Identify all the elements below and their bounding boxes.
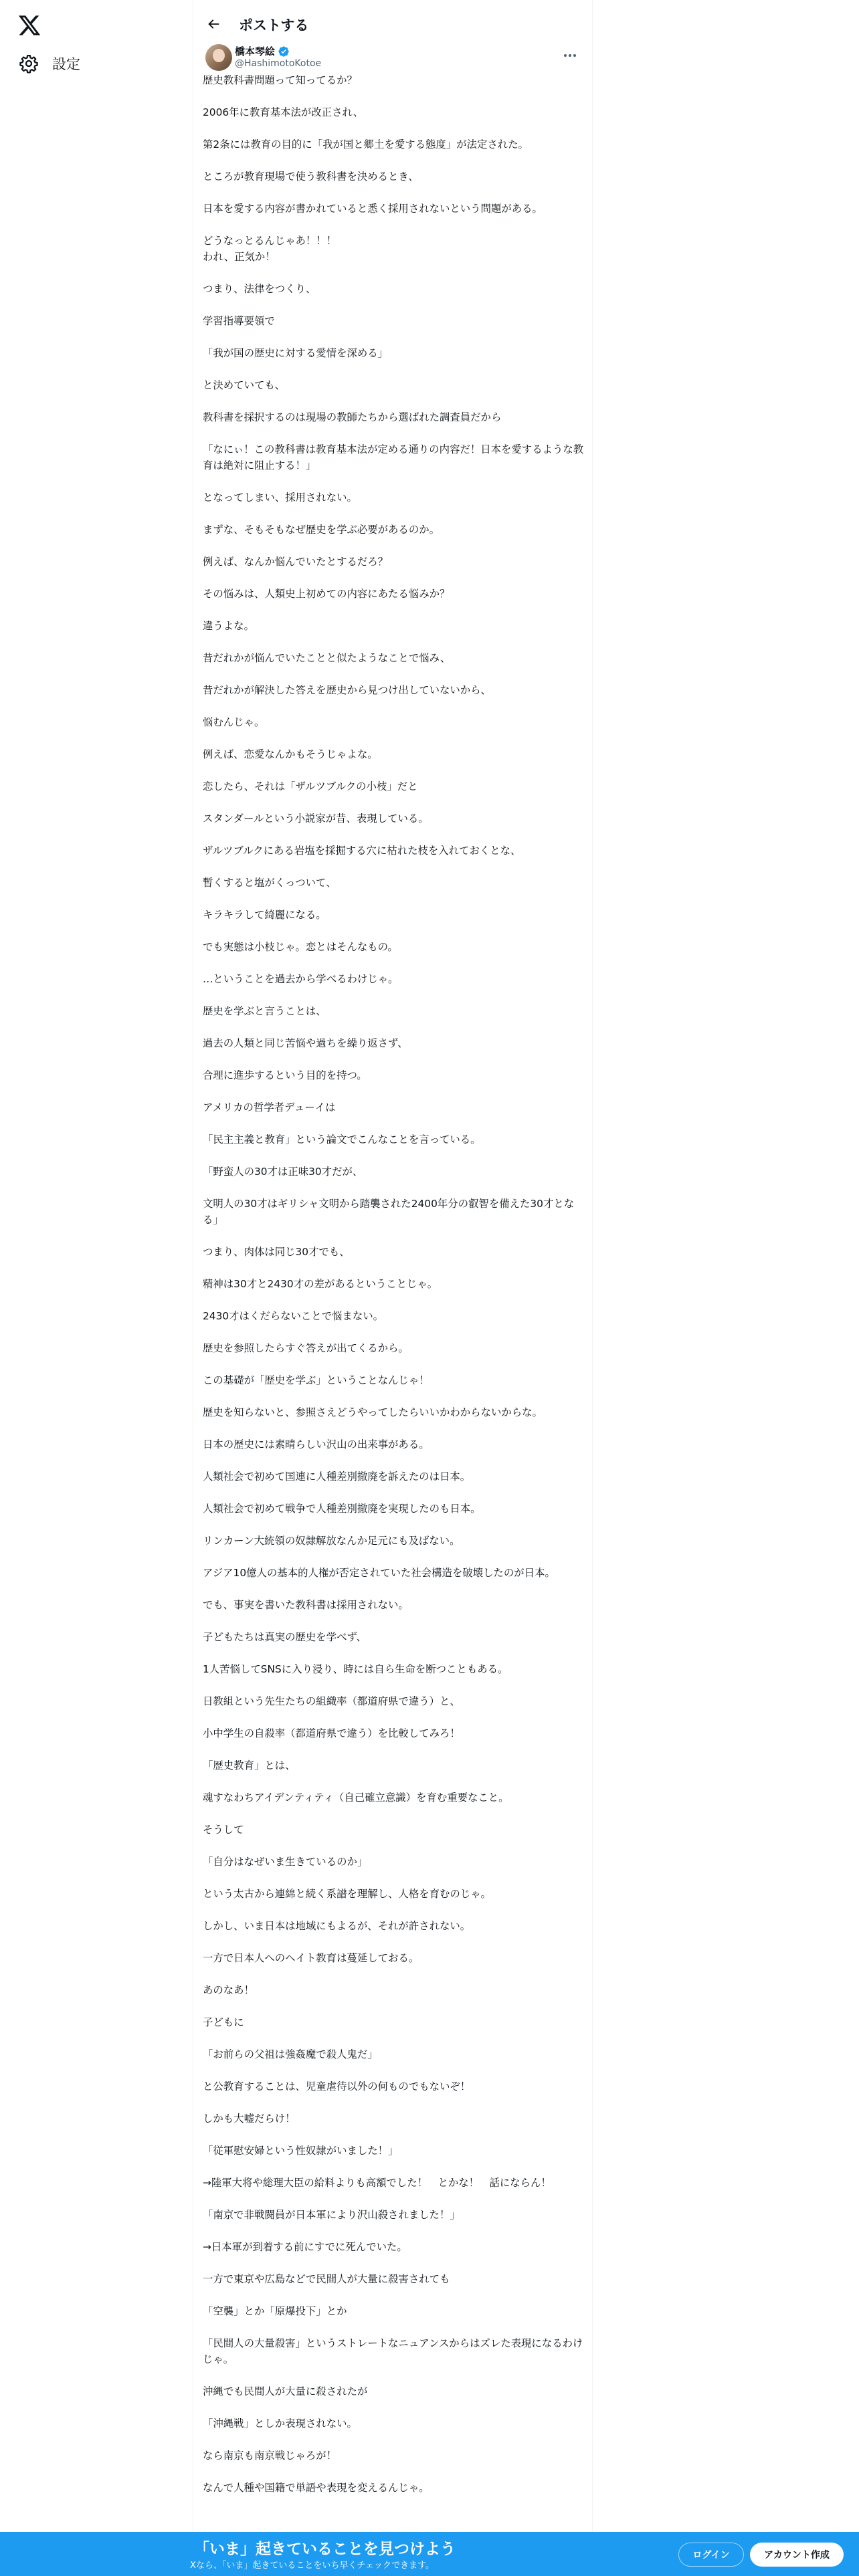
- post-paragraph: つまり、法律をつくり、: [203, 283, 316, 295]
- post-paragraph: 歴史を知らないと、参照さえどうやってしたらいいかわからないからな。: [203, 1406, 543, 1418]
- post-paragraph: →日本軍が到着する前にすでに死んでいた。: [203, 2241, 407, 2253]
- post-paragraph: 「自分はなぜいま生きているのか」: [203, 1856, 368, 1868]
- post-paragraph: スタンダールという小説家が昔、表現している。: [203, 813, 429, 825]
- post-paragraph: 例えば、なんか悩んでいたとするだろ？: [203, 556, 389, 568]
- post-paragraph: …ということを過去から学べるわけじゃ。: [203, 973, 399, 985]
- post-paragraph: 小中学生の自殺率（都道府県で違う）を比較してみろ！: [203, 1727, 460, 1739]
- post-paragraph: どうなっとるんじゃあ！！！ われ、正気か！: [203, 235, 337, 263]
- post-paragraph: 暫くすると塩がくっついて、: [203, 877, 337, 889]
- author-name[interactable]: 橋本琴絵: [235, 45, 276, 58]
- signup-button[interactable]: アカウント作成: [750, 2543, 844, 2567]
- banner-title: 「いま」起きていることを見つけよう: [194, 2541, 456, 2558]
- post-paragraph: 「民間人の大量殺害」というストレートなニュアンスからはズレた表現になるわけじゃ。: [203, 2337, 583, 2365]
- post-paragraph: ザルツブルクにある岩塩を採掘する穴に枯れた枝を入れておくとな、: [203, 845, 521, 857]
- post-paragraph: でも実態は小枝じゃ。恋とはそんなもの。: [203, 941, 398, 953]
- post-paragraph: しかも大嘘だらけ！: [203, 2113, 296, 2125]
- banner-subtitle: Xなら、「いま」起きていることをいち早くチェックできます。: [190, 2561, 434, 2571]
- post-paragraph: 2006年に教育基本法が改正され、: [203, 106, 364, 118]
- login-button[interactable]: ログイン: [678, 2543, 744, 2567]
- signup-banner: [0, 2532, 859, 2576]
- post-paragraph: この基礎が「歴史を学ぶ」ということなんじゃ！: [203, 1374, 430, 1386]
- post-paragraph: 文明人の30才はギリシャ文明から踏襲された2400年分の叡智を備えた30才となる」: [203, 1198, 575, 1226]
- post-paragraph: 沖縄でも民間人が大量に殺されたが: [203, 2385, 368, 2397]
- post-paragraph: なんで人種や国籍で単語や表現を変えるんじゃ。: [203, 2482, 430, 2494]
- post-author: [193, 40, 592, 72]
- more-options-icon[interactable]: [559, 44, 581, 67]
- post-paragraph: あのなあ！: [203, 1984, 254, 1996]
- main-column: [193, 0, 593, 2576]
- verified-badge-icon: [278, 45, 290, 58]
- post-paragraph: 一方で日本人へのヘイト教育は蔓延しておる。: [203, 1952, 419, 1964]
- post-paragraph: ところが教育現場で使う教科書を決めるとき、: [203, 171, 419, 183]
- post-paragraph: アメリカの哲学者デューイは: [203, 1101, 336, 1113]
- post-paragraph: つまり、肉体は同じ30才でも、: [203, 1246, 350, 1258]
- post-paragraph: 日本を愛する内容が書かれていると悉く採用されないという問題がある。: [203, 203, 543, 215]
- post-paragraph: 「野蛮人の30才は正味30才だが、: [203, 1166, 363, 1178]
- post-paragraph: 日本の歴史には素晴らしい沢山の出来事がある。: [203, 1438, 430, 1451]
- post-paragraph: →陸軍大将や総理大臣の給料よりも高額でした！ とかな！ 話にならん！: [203, 2177, 551, 2189]
- post-paragraph: 昔だれかが解決した答えを歴史から見つけ出していないから、: [203, 684, 491, 696]
- post-paragraph: 第2条には教育の目的に「我が国と郷土を愛する態度」が法定された。: [203, 138, 529, 150]
- post-paragraph: その悩みは、人類史上初めての内容にあたる悩みか？: [203, 588, 450, 600]
- author-name-row: [235, 44, 290, 58]
- post-paragraph: しかし、いま日本は地域にもよるが、それが許されない。: [203, 1920, 471, 1932]
- post-paragraph: 歴史教科書問題って知ってるか？: [203, 74, 357, 86]
- post-paragraph: 合理に進歩するという目的を持つ。: [203, 1069, 367, 1081]
- post-paragraph: 違うよな。: [203, 620, 254, 632]
- post-paragraph: 「歴史教育」とは、: [203, 1759, 296, 1772]
- post-paragraph: 「民主主義と教育」という論文でこんなことを言っている。: [203, 1134, 481, 1146]
- gear-icon: [19, 53, 39, 74]
- post-paragraph: 歴史を参照したらすぐ答えが出てくるから。: [203, 1342, 409, 1354]
- post-paragraph: 悩むんじゃ。: [203, 716, 265, 728]
- post-paragraph: 人類社会で初めて戦争で人種差別撤廃を実現したのも日本。: [203, 1503, 481, 1515]
- post-paragraph: 恋したら、それは「ザルツブルクの小枝」だと: [203, 780, 418, 792]
- post-paragraph: 2430才はくだらないことで悩まない。: [203, 1310, 384, 1322]
- post-paragraph: 日教組という先生たちの組織率（都道府県で違う）と、: [203, 1695, 460, 1707]
- post-paragraph: 「南京で非戦闘員が日本軍により沢山殺されました！」: [203, 2209, 460, 2221]
- post-paragraph: 「沖縄戦」としか表現されない。: [203, 2418, 357, 2430]
- avatar[interactable]: [205, 44, 232, 71]
- x-logo-icon[interactable]: [17, 13, 41, 37]
- left-navigation: [0, 0, 193, 2576]
- author-handle[interactable]: @HashimotoKotoe: [235, 58, 322, 69]
- post-paragraph: 「なにぃ！この教科書は教育基本法が定める通りの内容だ！日本を愛するような教育は絶対に阻止する！」: [203, 443, 584, 471]
- post-paragraph: 例えば、恋愛なんかもそうじゃよな。: [203, 748, 378, 760]
- post-paragraph: まずな、そもそもなぜ歴史を学ぶ必要があるのか。: [203, 524, 440, 536]
- post-paragraph: 子どもたちは真実の歴史を学べず、: [203, 1631, 367, 1643]
- nav-settings-link[interactable]: [12, 47, 90, 80]
- post-paragraph: という太古から連綿と続く系譜を理解し、人格を育むのじゃ。: [203, 1888, 491, 1900]
- post-paragraph: リンカーン大統領の奴隷解放なんか足元にも及ばない。: [203, 1535, 460, 1547]
- arrow-left-icon: [206, 17, 221, 31]
- post-paragraph: 魂すなわちアイデンティティ（自己確立意識）を育む重要なこと。: [203, 1792, 509, 1804]
- post-paragraph: 「従軍慰安婦という性奴隷がいました！」: [203, 2145, 399, 2157]
- post-paragraph: と決めていても、: [203, 379, 286, 391]
- post-paragraph: アジア10億人の基本的人権が否定されていた社会構造を破壊したのが日本。: [203, 1567, 555, 1579]
- post-paragraph: 昔だれかが悩んでいたことと似たようなことで悩み、: [203, 652, 451, 664]
- back-button[interactable]: [200, 11, 227, 37]
- post-paragraph: 人類社会で初めて国連に人種差別撤廃を訴えたのは日本。: [203, 1471, 471, 1483]
- post-paragraph: 「空襲」とか「原爆投下」とか: [203, 2305, 347, 2317]
- page-title: ポストする: [239, 17, 309, 33]
- post-paragraph: 1人苦悩してSNSに入り浸り、時には自ら生命を断つこともある。: [203, 1663, 508, 1675]
- post-paragraph: でも、事実を書いた教科書は採用されない。: [203, 1599, 409, 1611]
- post-paragraph: 過去の人類と同じ苦悩や過ちを繰り返さず、: [203, 1037, 408, 1049]
- post-paragraph: 歴史を学ぶと言うことは、: [203, 1005, 326, 1017]
- post-paragraph: 子どもに: [203, 2016, 244, 2028]
- nav-settings-label: 設定: [52, 56, 80, 72]
- post-paragraph: 「我が国の歴史に対する愛情を深める」: [203, 347, 389, 359]
- post-paragraph: 精神は30才と2430才の差があるということじゃ。: [203, 1278, 438, 1290]
- post-text: [203, 72, 585, 2512]
- post-paragraph: そうして: [203, 1824, 244, 1836]
- post-paragraph: となってしまい、採用されない。: [203, 492, 357, 504]
- post-paragraph: 「お前らの父祖は強姦魔で殺人鬼だ」: [203, 2048, 378, 2060]
- post-paragraph: と公教育することは、児童虐待以外の何ものでもないぞ！: [203, 2080, 471, 2092]
- post-paragraph: 一方で東京や広島などで民間人が大量に殺害されても: [203, 2273, 450, 2285]
- post-paragraph: 教科書を採択するのは現場の教師たちから選ばれた調査員だから: [203, 411, 502, 423]
- post-paragraph: なら南京も南京戦じゃろが！: [203, 2450, 337, 2462]
- post-paragraph: 学習指導要領で: [203, 315, 275, 327]
- post-paragraph: キラキラして綺麗になる。: [203, 909, 326, 921]
